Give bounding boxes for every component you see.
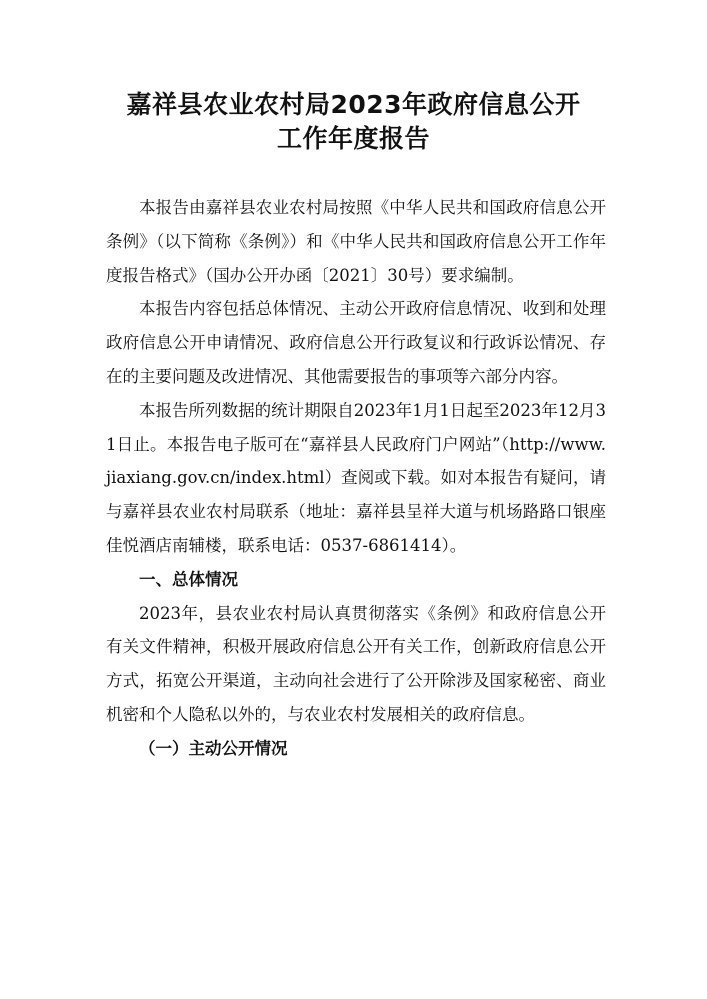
overview-paragraph: 2023年，县农业农村局认真贯彻落实《条例》和政府信息公开有关文件精神，积极开展政府信息公开有关工作，创新政府信息公开方式，拓宽公开渠道，主动向社会进行了公开除涉及国家秘密、商业机密和个人隐私以外的，与农业农村发展相关的政府信息。 [106, 603, 606, 724]
subsection-heading-active-disclosure: （一）主动公开情况 [139, 738, 288, 758]
document-title-line2: 工作年度报告 [276, 124, 430, 153]
section-heading-overview: 一、总体情况 [139, 569, 238, 589]
intro-paragraph-3: 本报告所列数据的统计期限自2023年1月1日起至2023年12月31日止。本报告电子版可在“嘉祥县人民政府门户网站”（http://www.jiaxiang.gov.cn/index.html）查阅或下载。如对本报告有疑问，请与嘉祥县农业农村局联系（地址：嘉祥县呈祥大道与机场路路口银座佳悦酒店南辅楼，联系电话：0537-6861414）。 [106, 400, 606, 555]
document-body [106, 191, 606, 766]
intro-paragraph-1: 本报告由嘉祥县农业农村局按照《中华人民共和国政府信息公开条例》（以下简称《条例》）和《中华人民共和国政府信息公开工作年度报告格式》（国办公开办函〔2021〕30号）要求编制。 [106, 198, 606, 285]
document-title-line1: 嘉祥县农业农村局2023年政府信息公开 [126, 90, 581, 119]
intro-paragraph-2: 本报告内容包括总体情况、主动公开政府信息情况、收到和处理政府信息公开申请情况、政府信息公开行政复议和行政诉讼情况、存在的主要问题及改进情况、其他需要报告的事项等六部分内容。 [106, 299, 606, 386]
